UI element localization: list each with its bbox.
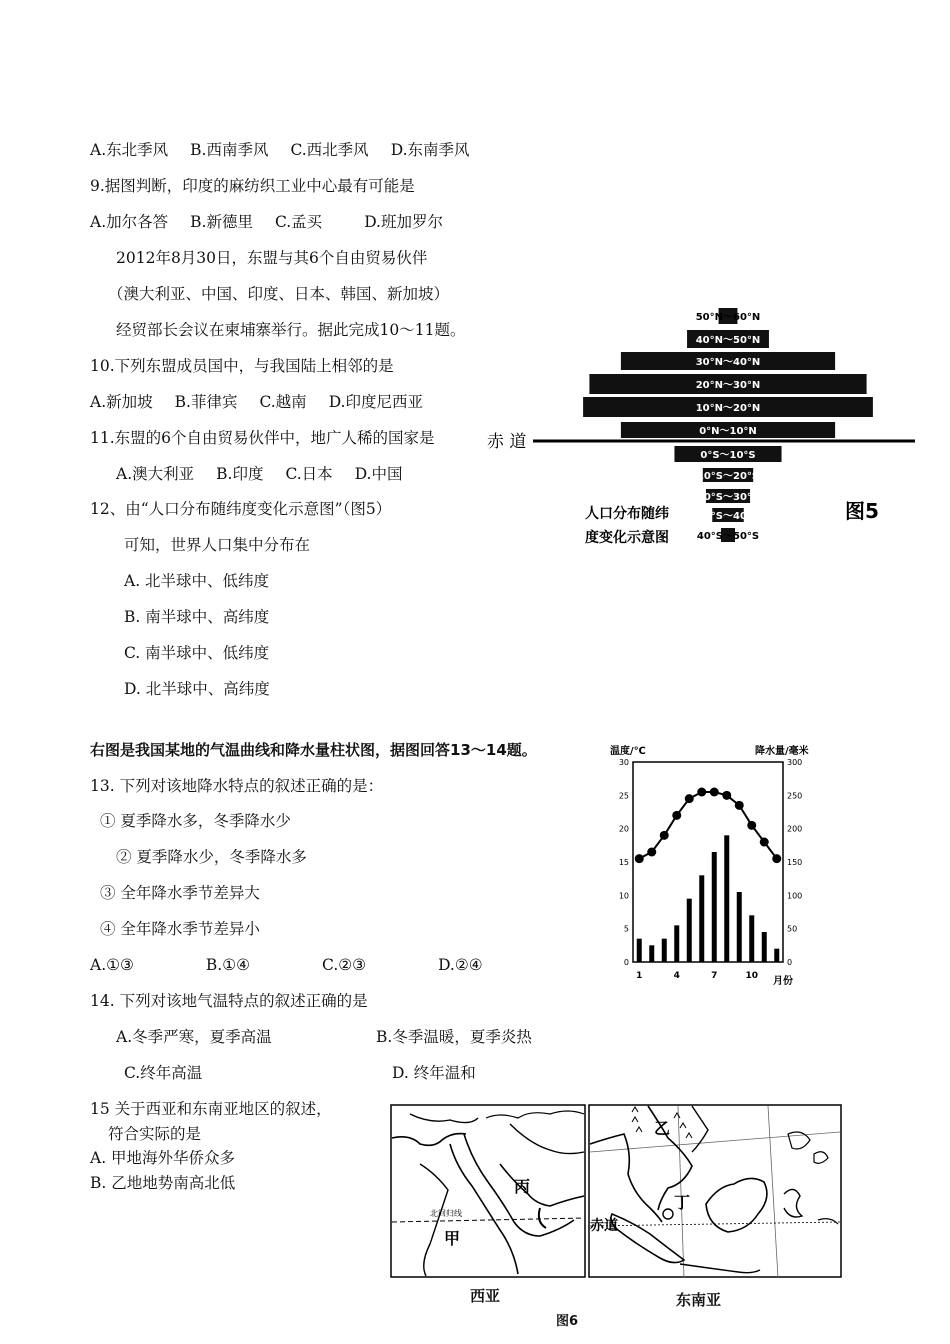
- map-west-asia: [390, 1104, 586, 1280]
- q11-option-b: B.印度: [216, 465, 264, 483]
- temperature-point: [772, 854, 781, 863]
- precipitation-bar: [749, 915, 754, 962]
- q10-stem: 10.下列东盟成员国中，与我国陆上相邻的是: [90, 357, 394, 375]
- q12-stem: 12、由“人口分布随纬度变化示意图”（图5）: [90, 500, 392, 518]
- q13-options: [90, 955, 505, 975]
- population-band-label: 0°S～10°S: [700, 450, 756, 461]
- intro-line-2: （澳大利亚、中国、印度、日本、韩国、新加坡）: [108, 285, 450, 303]
- population-band-label: 10°N～20°N: [695, 403, 761, 414]
- q8-option-c: C.西北季风: [290, 141, 369, 159]
- fig5-label: 图5: [845, 499, 879, 523]
- figure-6-caption: 图6: [556, 1314, 579, 1329]
- y2-tick-label: 100: [787, 891, 803, 901]
- q8-option-b: B.西南季风: [190, 141, 269, 159]
- population-band-label: 0°N～10°N: [699, 426, 757, 437]
- temperature-point: [747, 821, 756, 830]
- q13-item-2: ② 夏季降水少，冬季降水多: [116, 848, 307, 866]
- figure-5-population-latitude: [485, 300, 925, 560]
- population-band-label: 40°S～50°S: [696, 531, 760, 542]
- q10-option-a: A.新加坡: [90, 393, 153, 411]
- temperature-point: [660, 831, 669, 840]
- section-13-14-heading: 右图是我国某地的气温曲线和降水量柱状图，据图回答13～14题。: [90, 741, 537, 759]
- temperature-point: [760, 838, 769, 847]
- precipitation-bar: [699, 875, 704, 962]
- population-band-label: 20°S～30°S: [696, 492, 760, 503]
- q9-option-b: B.新德里: [190, 213, 253, 231]
- population-band-label: 20°N～30°N: [695, 380, 761, 391]
- precipitation-bar: [762, 932, 767, 962]
- q14-option-b: B.冬季温暖，夏季炎热: [376, 1028, 532, 1046]
- q8-option-d: D.东南季风: [390, 141, 470, 159]
- q10-option-b: B.菲律宾: [174, 393, 238, 411]
- population-band-label: 10°S～20°S: [696, 471, 760, 482]
- population-band-label: 40°N～50°N: [695, 335, 761, 346]
- fig5-caption-1: 人口分布随纬: [585, 506, 669, 522]
- q11-option-d: D.中国: [354, 465, 403, 483]
- q11-option-c: C.日本: [285, 465, 333, 483]
- precipitation-bar: [662, 939, 667, 962]
- y2-tick-label: 300: [787, 758, 803, 767]
- y-tick-label: 0: [623, 958, 629, 967]
- label-bing: 丙: [514, 1177, 531, 1196]
- q13-option-d: D.②④: [438, 956, 483, 974]
- y-tick-label: 5: [623, 924, 629, 934]
- q9-option-d: D.班加罗尔: [364, 213, 443, 231]
- y2-tick-label: 250: [787, 791, 803, 801]
- fig5-caption-2: 度变化示意图: [585, 530, 669, 546]
- q12-option-d: D. 北半球中、高纬度: [124, 680, 270, 698]
- x-tick-label: 10: [745, 971, 759, 981]
- y-tick-label: 25: [618, 791, 629, 801]
- population-band-label: 30°S～40°S: [696, 511, 760, 522]
- q13-item-4: ④ 全年降水季节差异小: [100, 920, 260, 938]
- q13-option-c: C.②③: [322, 956, 367, 974]
- temperature-point: [722, 791, 731, 800]
- temperature-point: [672, 811, 681, 820]
- y2-tick-label: 200: [787, 824, 803, 834]
- y-tick-label: 20: [618, 824, 629, 834]
- precipitation-bar: [712, 852, 717, 962]
- map-west-asia-title: 西亚: [470, 1287, 501, 1305]
- x-tick-label: 7: [711, 971, 718, 981]
- q11-options: [116, 464, 425, 484]
- y2-tick-label: 150: [787, 858, 803, 867]
- q9-stem: 9.据图判断，印度的麻纺织工业中心最有可能是: [90, 177, 415, 195]
- q9-options: [90, 212, 465, 232]
- y2-tick-label: 0: [787, 958, 793, 967]
- tropic-label: 北回归线: [430, 1209, 462, 1218]
- temperature-point: [635, 854, 644, 863]
- map-southeast-asia: [588, 1104, 842, 1280]
- precipitation-bar: [637, 939, 642, 962]
- y-tick-label: 30: [618, 758, 629, 767]
- q13-item-3: ③ 全年降水季节差异大: [100, 884, 260, 902]
- q12-option-c: C. 南半球中、低纬度: [124, 644, 270, 662]
- q12-option-b: B. 南半球中、高纬度: [124, 608, 270, 626]
- x-tick-label: 4: [673, 971, 680, 981]
- q12-option-a: A. 北半球中、低纬度: [124, 572, 270, 590]
- q9-option-c: C.孟买: [274, 213, 323, 231]
- label-jia: 甲: [444, 1229, 461, 1248]
- q13-item-1: ① 夏季降水多，冬季降水少: [100, 812, 291, 830]
- q10-option-c: C.越南: [259, 393, 307, 411]
- q15-stem: 15 关于西亚和东南亚地区的叙述，: [90, 1100, 332, 1118]
- q14-option-c: C.终年高温: [124, 1064, 203, 1082]
- q15-option-a: A. 甲地海外华侨众多: [90, 1149, 236, 1167]
- q15-stem-2: 符合实际的是: [108, 1125, 202, 1143]
- q13-option-a: A.①③: [90, 956, 134, 974]
- intro-line-3: 经贸部长会议在柬埔寨举行。据此完成10～11题。: [116, 321, 466, 339]
- q14-stem: 14. 下列对该地气温特点的叙述正确的是: [90, 992, 368, 1010]
- q14-option-d: D. 终年温和: [392, 1064, 476, 1082]
- climate-chart: [605, 742, 820, 992]
- q10-options: [90, 392, 445, 412]
- x-tick-label: 1: [636, 971, 643, 981]
- map-southeast-asia-title: 东南亚: [676, 1291, 722, 1309]
- temperature-point: [697, 788, 706, 797]
- temperature-point: [647, 848, 656, 857]
- q13-stem: 13. 下列对该地降水特点的叙述正确的是：: [90, 777, 384, 795]
- precipitation-bar: [724, 835, 729, 962]
- chart-ylabel: 温度/℃: [610, 746, 646, 757]
- q12-stem-2: 可知，世界人口集中分布在: [124, 536, 311, 554]
- precipitation-bar: [674, 925, 679, 962]
- label-yi: 乙: [654, 1119, 671, 1138]
- q11-stem: 11.东盟的6个自由贸易伙伴中，地广人稀的国家是: [90, 429, 435, 447]
- q9-option-a: A.加尔各答: [90, 213, 169, 231]
- label-ding: 丁: [674, 1193, 691, 1212]
- temperature-point: [735, 801, 744, 810]
- q8-options: [90, 140, 492, 160]
- q15-option-b: B. 乙地地势南高北低: [90, 1174, 236, 1192]
- precipitation-bar: [649, 945, 654, 962]
- q10-option-d: D.印度尼西亚: [328, 393, 423, 411]
- equator-label-sea: 赤道: [590, 1218, 618, 1234]
- intro-line-1: 2012年8月30日，东盟与其6个自由贸易伙伴: [116, 249, 428, 267]
- y-tick-label: 15: [618, 858, 629, 867]
- precipitation-bar: [774, 949, 779, 962]
- y2-tick-label: 50: [787, 924, 798, 934]
- q13-option-b: B.①④: [205, 956, 251, 974]
- q11-option-a: A.澳大利亚: [116, 465, 195, 483]
- population-band-label: 50°N～60°N: [695, 312, 761, 323]
- equator-label: 赤 道: [487, 432, 527, 452]
- chart-y2label: 降水量/毫米: [755, 746, 809, 757]
- precipitation-bar: [687, 899, 692, 962]
- temperature-point: [685, 794, 694, 803]
- temperature-point: [710, 788, 719, 797]
- q14-option-a: A.冬季严寒，夏季高温: [116, 1028, 272, 1046]
- chart-xlabel: 月份: [773, 976, 793, 987]
- population-band-label: 30°N～40°N: [695, 357, 761, 368]
- q8-option-a: A.东北季风: [90, 141, 169, 159]
- y-tick-label: 10: [618, 891, 629, 901]
- precipitation-bar: [737, 892, 742, 962]
